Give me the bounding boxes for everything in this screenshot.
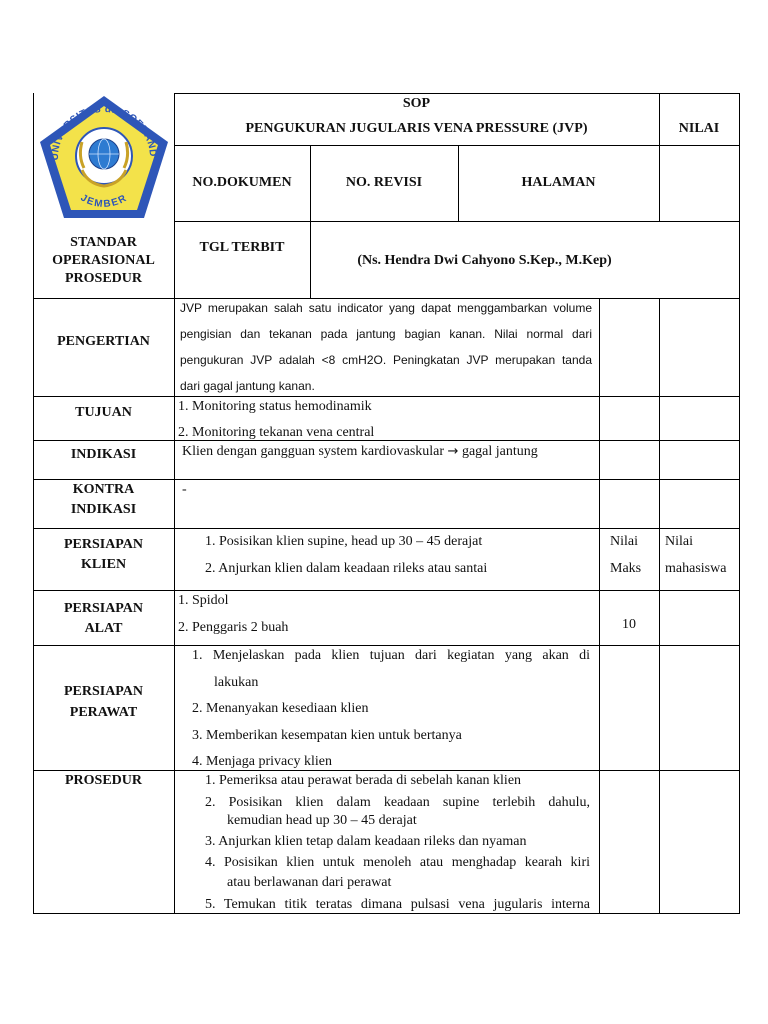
logo-top-text: UNIVERSITAS dr. SOEBAND <box>49 103 159 161</box>
pengertian-line: pengukuran JVP adalah <8 cmH2O. Peningkatan JVP merupakan tanda <box>180 353 592 367</box>
rule <box>659 298 660 914</box>
rule <box>33 440 740 441</box>
rule <box>33 396 740 397</box>
kontra-label: KONTRA <box>72 482 135 497</box>
no-dokumen-label: NO.DOKUMEN <box>192 175 292 190</box>
rule <box>33 298 740 299</box>
tujuan-label: TUJUAN <box>75 405 132 420</box>
indikasi-text-before: Klien dengan gangguan system kardiovaskular <box>182 444 448 459</box>
tujuan-item: 1. Monitoring status hemodinamik <box>178 399 372 414</box>
rule <box>174 93 740 94</box>
logo-bottom-text: JEMBER <box>78 192 130 211</box>
rule <box>33 770 740 771</box>
pengertian-line: dari gagal jantung kanan. <box>180 379 315 393</box>
persiapan-perawat-item: 3. Memberikan kesempatan kien untuk bertanya <box>192 728 462 743</box>
operasional-label: OPERASIONAL <box>52 253 155 268</box>
pengertian-label: PENGERTIAN <box>57 334 150 349</box>
persiapan-klien-item: 2. Anjurkan klien dalam keadaan rileks atau santai <box>205 561 488 576</box>
nilai-maks-label: Nilai <box>610 534 638 549</box>
tujuan-item: 2. Monitoring tekanan vena central <box>178 425 375 440</box>
standar-label: STANDAR <box>70 235 137 250</box>
rule <box>739 93 740 914</box>
prosedur-line: 2. Posisikan klien dalam keadaan supine terlebih dahulu, <box>205 795 590 810</box>
indikasi-label: INDIKASI <box>70 447 137 462</box>
kontra-indikasi-label: INDIKASI <box>70 502 137 517</box>
prosedur-line: 3. Anjurkan klien tetap dalam keadaan rileks dan nyaman <box>205 834 527 849</box>
sop-label: SOP <box>402 96 431 111</box>
persiapan-perawat-item: 1. Menjelaskan pada klien tujuan dari kegiatan yang akan di <box>192 648 590 663</box>
page-title: PENGUKURAN JUGULARIS VENA PRESSURE (JVP) <box>245 121 588 136</box>
nilai-mahasiswa-label: mahasiswa <box>665 561 727 576</box>
right-arrow-icon: → <box>447 444 459 459</box>
nilai-mahasiswa-label: Nilai <box>665 534 693 549</box>
rule <box>174 221 740 222</box>
prosedur-line: kemudian head up 30 – 45 derajat <box>227 813 417 828</box>
persiapan-alat-item: 2. Penggaris 2 buah <box>178 620 289 635</box>
author-name: (Ns. Hendra Dwi Cahyono S.Kep., M.Kep) <box>357 253 612 268</box>
rule <box>33 913 740 914</box>
tgl-terbit-label: TGL TERBIT <box>199 240 285 255</box>
alat-label: ALAT <box>84 621 123 636</box>
prosedur-line: atau berlawanan dari perawat <box>227 875 392 890</box>
indikasi-text <box>182 444 538 460</box>
persiapan-klien-label: PERSIAPAN <box>63 537 144 552</box>
alat-score: 10 <box>622 617 636 632</box>
halaman-label: HALAMAN <box>521 175 596 190</box>
nilai-maks-label: Maks <box>610 561 642 576</box>
rule <box>33 479 740 480</box>
rule <box>33 528 740 529</box>
rule <box>174 145 740 146</box>
perawat-label: PERAWAT <box>69 705 138 720</box>
persiapan-klien-item: 1. Posisikan klien supine, head up 30 – 45 derajat <box>205 534 483 549</box>
university-logo <box>36 92 172 222</box>
prosedur-line: 4. Posisikan klien untuk menoleh atau menghadap kearah kiri <box>205 855 590 870</box>
prosedur-label: PROSEDUR <box>64 773 142 788</box>
rule <box>33 645 740 646</box>
persiapan-perawat-item: 2. Menanyakan kesediaan klien <box>192 701 369 716</box>
prosedur-line: 1. Pemeriksa atau perawat berada di sebelah kanan klien <box>205 773 522 788</box>
persiapan-perawat-item: 4. Menjaga privacy klien <box>192 754 332 769</box>
prosedur-line: 5. Temukan titik teratas dimana pulsasi vena jugularis interna <box>205 897 590 912</box>
persiapan-alat-item: 1. Spidol <box>178 593 229 608</box>
persiapan-perawat-label: PERSIAPAN <box>63 684 144 699</box>
prosedur-header-label: PROSEDUR <box>64 271 142 286</box>
rule <box>33 590 740 591</box>
rule <box>174 93 175 914</box>
kontra-value: - <box>182 482 187 497</box>
pengertian-line: JVP merupakan salah satu indicator yang dapat menggambarkan volume <box>180 301 592 315</box>
pengertian-line: pengisian dan tekanan pada jantung bagian kanan. Nilai normal dari <box>180 327 592 341</box>
rule <box>599 298 600 914</box>
nilai-header: NILAI <box>678 121 720 136</box>
rule <box>310 145 311 298</box>
persiapan-alat-label: PERSIAPAN <box>63 601 144 616</box>
klien-label: KLIEN <box>80 557 127 572</box>
indikasi-text-after: gagal jantung <box>458 444 538 459</box>
persiapan-perawat-item: lakukan <box>214 675 259 690</box>
no-revisi-label: NO. REVISI <box>345 175 423 190</box>
rule <box>659 93 660 222</box>
